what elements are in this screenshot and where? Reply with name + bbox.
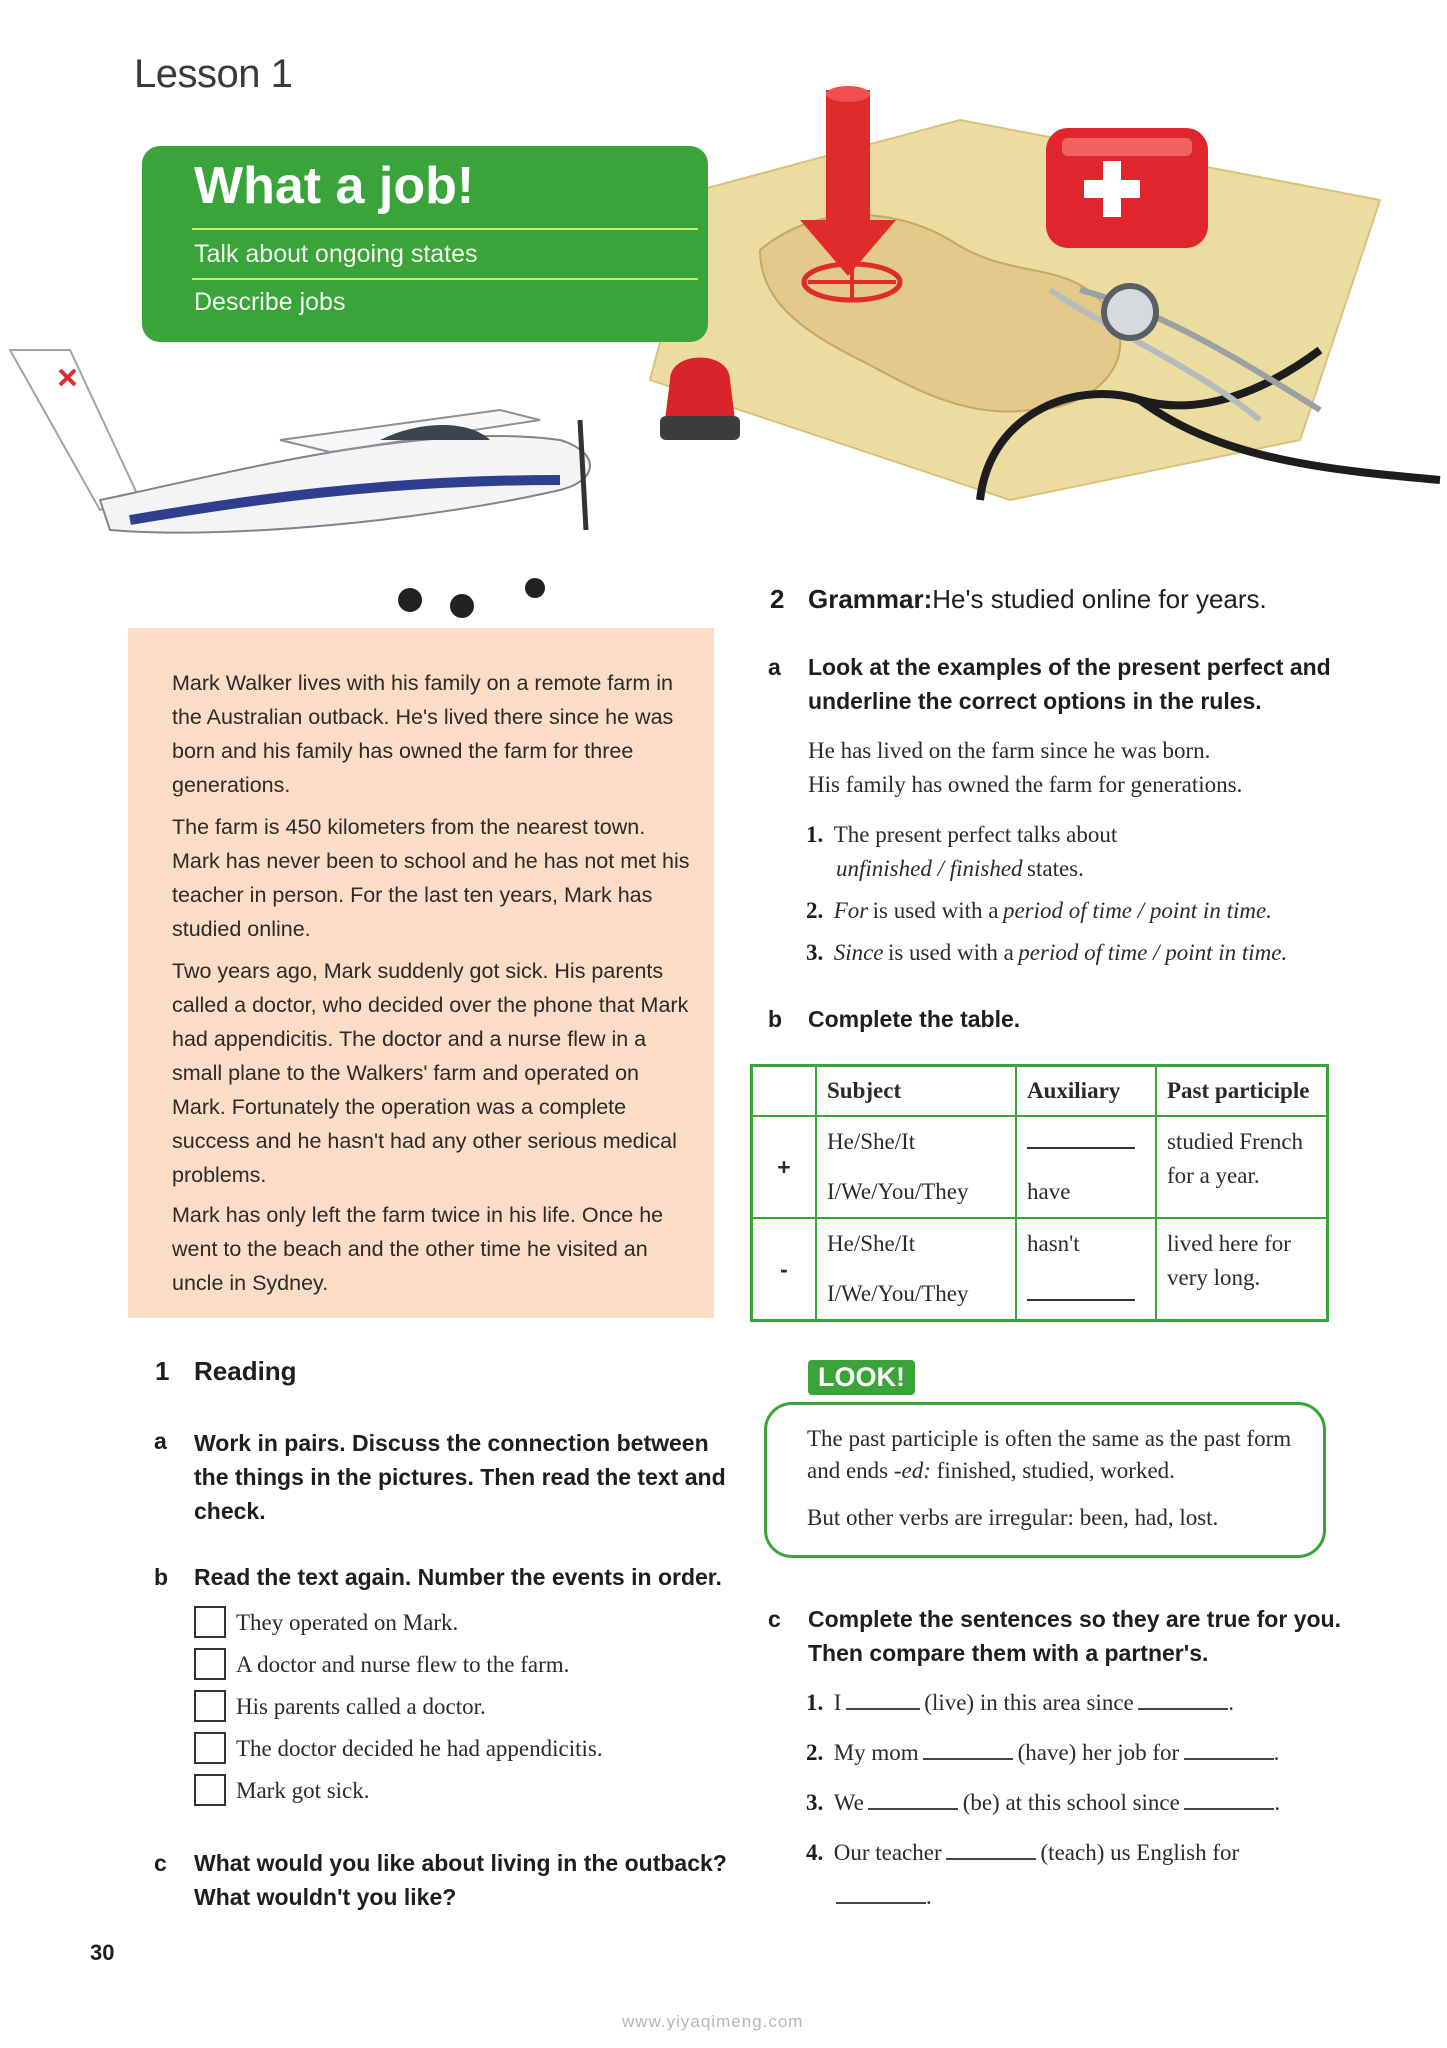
rule-3	[806, 936, 1287, 970]
exercise-2a-text: Look at the examples of the present perfect and underline the correct options in the rules.	[808, 654, 1331, 714]
answer-blank[interactable]	[1027, 1129, 1135, 1149]
plus-sign: +	[752, 1116, 817, 1218]
first-aid-kit-icon	[1046, 128, 1208, 248]
sentence-text: .	[926, 1884, 932, 1909]
table-row	[752, 1116, 1328, 1218]
table-header-row	[752, 1066, 1328, 1117]
sentence-3	[806, 1786, 1280, 1820]
plane-icon	[10, 350, 590, 618]
rule-keyword: Since	[833, 940, 884, 965]
sentence-text: .	[1228, 1690, 1234, 1715]
answer-blank[interactable]	[1138, 1688, 1228, 1710]
sentence-text: .	[1273, 1740, 1280, 1765]
rule-option[interactable]: period of time / point in time.	[1018, 940, 1288, 965]
answer-blank[interactable]	[836, 1882, 926, 1904]
divider	[192, 278, 698, 280]
rule-number: 2.	[806, 898, 824, 923]
look-text-italic: -ed:	[893, 1458, 931, 1483]
exercise-label: c	[768, 1606, 781, 1632]
rule-text: is used with a	[872, 898, 999, 923]
rule-option[interactable]: unfinished / finished	[836, 856, 1023, 881]
minus-sign: -	[752, 1218, 817, 1321]
section-1-title: Reading	[194, 1356, 297, 1386]
auxiliary: hasn't	[1027, 1231, 1080, 1256]
column-header: Past participle	[1156, 1066, 1328, 1117]
section-2-title	[808, 584, 1267, 615]
exercise-label: b	[768, 1006, 783, 1032]
subject: He/She/It	[827, 1129, 916, 1154]
example-sentence: He has lived on the farm since he was born.	[808, 738, 1211, 763]
event-text: Mark got sick.	[236, 1778, 370, 1803]
order-checkbox[interactable]	[194, 1690, 226, 1722]
event-text: The doctor decided he had appendicitis.	[236, 1736, 603, 1761]
sentence-text: Our teacher	[833, 1840, 942, 1865]
answer-blank[interactable]	[946, 1838, 1036, 1860]
subject: I/We/You/They	[827, 1179, 969, 1204]
look-badge: LOOK!	[808, 1360, 915, 1395]
sentence-2	[806, 1736, 1279, 1770]
rule-option[interactable]: period of time / point in time.	[1002, 898, 1272, 923]
participle-cell: lived here for very long.	[1156, 1218, 1328, 1321]
sentence-text: We	[833, 1790, 864, 1815]
exercise-1a-text: Work in pairs. Discuss the connection between the things in the pictures. Then read the text and check.	[194, 1430, 726, 1524]
sentence-1	[806, 1686, 1234, 1720]
grammar-label: Grammar:	[808, 584, 933, 614]
look-box	[764, 1402, 1326, 1558]
sentence-4	[806, 1836, 1239, 1870]
reading-text-panel	[128, 628, 714, 1318]
auxiliary: have	[1027, 1179, 1071, 1204]
rule-text: states.	[1027, 856, 1084, 881]
reading-paragraph: Mark has only left the farm twice in his life. Once he went to the beach and the other time he visited an uncle in Sydney.	[172, 1203, 664, 1295]
look-text	[807, 1423, 1307, 1487]
exercise-label: b	[154, 1564, 169, 1590]
rule-number: 1.	[806, 822, 824, 847]
example-sentence: His family has owned the farm for generations.	[808, 772, 1243, 797]
auxiliary-cell	[1016, 1116, 1156, 1218]
section-2-number: 2	[770, 584, 785, 614]
reading-paragraph: Mark Walker lives with his family on a remote farm in the Australian outback. He's lived there since he was born and his family has owned the farm for three generations.	[172, 671, 674, 797]
answer-blank[interactable]	[846, 1688, 920, 1710]
page-title: What a job!	[194, 157, 475, 215]
sentence-4-continued	[836, 1880, 932, 1914]
table-row	[752, 1218, 1328, 1321]
column-header: Subject	[816, 1066, 1016, 1117]
lesson-label: Lesson 1	[134, 52, 293, 96]
grammar-title: He's studied online for years.	[932, 584, 1267, 614]
answer-blank[interactable]	[1027, 1281, 1135, 1301]
order-checkbox[interactable]	[194, 1774, 226, 1806]
exercise-2c-text: Complete the sentences so they are true for you. Then compare them with a partner's.	[808, 1606, 1341, 1666]
title-box	[142, 146, 708, 342]
order-checkbox[interactable]	[194, 1648, 226, 1680]
subject: I/We/You/They	[827, 1281, 969, 1306]
section-1-number: 1	[155, 1356, 170, 1386]
sentence-text: (have) her job for	[1017, 1740, 1180, 1765]
reading-paragraph: Two years ago, Mark suddenly got sick. His parents called a doctor, who decided over the phone that Mark had appendicitis. The doctor and a nurse flew in a small plane to the Walkers' farm and operated on Mark. Fortunately the operation was a complete success and he hasn't had any other serious medical problems.	[172, 959, 689, 1187]
sentence-number: 3.	[806, 1790, 824, 1815]
subject-cell	[816, 1116, 1016, 1218]
look-text: But other verbs are irregular: been, had, lost.	[807, 1505, 1219, 1530]
rule-2	[806, 894, 1272, 928]
order-checkbox[interactable]	[194, 1732, 226, 1764]
grammar-table	[750, 1064, 1329, 1322]
rule-text: is used with a	[887, 940, 1014, 965]
look-text-part: The past participle is often the same as the past form and ends	[807, 1426, 1292, 1483]
divider	[192, 228, 698, 230]
rule-keyword: For	[833, 898, 869, 923]
exercise-1b-text: Read the text again. Number the events in order.	[194, 1564, 722, 1590]
watermark: www.yiyaqimeng.com	[622, 2012, 804, 2031]
rule-text: The present perfect talks about	[833, 822, 1118, 847]
rule-1	[806, 818, 1117, 886]
exercise-label: c	[154, 1850, 167, 1876]
order-checkbox[interactable]	[194, 1606, 226, 1638]
goal-2: Describe jobs	[194, 288, 346, 316]
sentence-text: (live) in this area since	[924, 1690, 1134, 1715]
table-corner	[752, 1066, 817, 1117]
participle-cell: studied French for a year.	[1156, 1116, 1328, 1218]
subject-cell	[816, 1218, 1016, 1321]
event-text: They operated on Mark.	[236, 1610, 459, 1635]
look-text-part: finished, studied, worked.	[936, 1458, 1175, 1483]
sentence-text: .	[1274, 1790, 1281, 1815]
exercise-2b-text: Complete the table.	[808, 1006, 1021, 1032]
plane-label: AIR AMBULANCE	[178, 545, 297, 578]
sentence-number: 2.	[806, 1740, 824, 1765]
exercise-label: a	[154, 1428, 167, 1454]
sentence-text: I	[833, 1690, 842, 1715]
event-text: A doctor and nurse flew to the farm.	[236, 1652, 570, 1677]
auxiliary-cell	[1016, 1218, 1156, 1321]
sentence-text: (teach) us English for	[1040, 1840, 1240, 1865]
sentence-number: 1.	[806, 1690, 824, 1715]
sentence-number: 4.	[806, 1840, 824, 1865]
column-header: Auxiliary	[1016, 1066, 1156, 1117]
exercise-label: a	[768, 654, 781, 680]
answer-blank[interactable]	[923, 1738, 1013, 1760]
sentence-text: My mom	[833, 1740, 919, 1765]
goal-1: Talk about ongoing states	[194, 240, 478, 268]
answer-blank[interactable]	[868, 1788, 958, 1810]
event-text: His parents called a doctor.	[236, 1694, 486, 1719]
rule-number: 3.	[806, 940, 824, 965]
answer-blank[interactable]	[1184, 1738, 1274, 1760]
red-arrow-icon	[826, 90, 870, 230]
sentence-text: (be) at this school since	[962, 1790, 1180, 1815]
subject: He/She/It	[827, 1231, 916, 1256]
reading-paragraph: The farm is 450 kilometers from the nearest town. Mark has never been to school and he has not met his teacher in person. For the last ten years, Mark has studied online.	[172, 815, 690, 941]
exercise-1c-text: What would you like about living in the outback? What wouldn't you like?	[194, 1850, 727, 1910]
answer-blank[interactable]	[1184, 1788, 1274, 1810]
page-number: 30	[90, 1940, 115, 1965]
